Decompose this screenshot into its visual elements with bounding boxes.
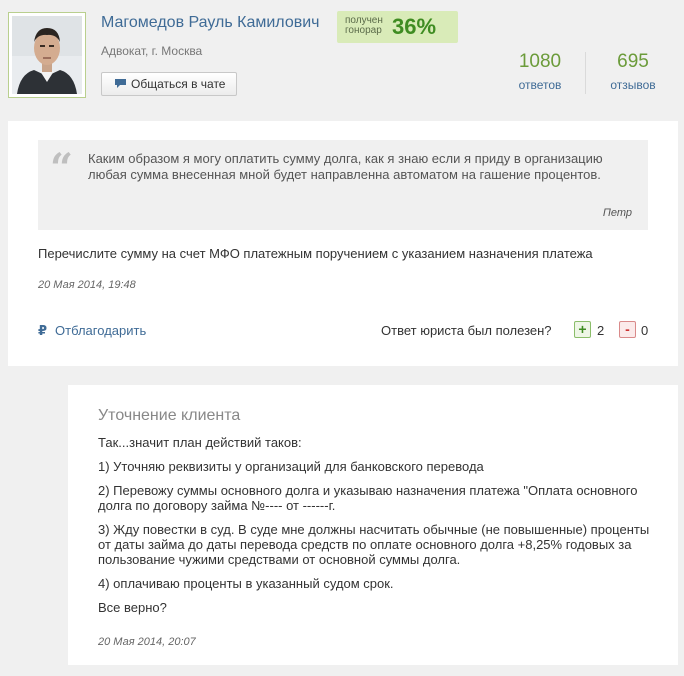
clarification-line: 4) оплачиваю проценты в указанный судом срок. bbox=[98, 576, 394, 591]
avatar-photo bbox=[12, 16, 82, 94]
question-quote bbox=[38, 140, 648, 230]
answer-text: Перечислите сумму на счет МФО платежным поручением с указанием назначения платежа bbox=[38, 246, 593, 261]
clarification-title: Уточнение клиента bbox=[98, 407, 241, 424]
reviews-stat bbox=[598, 51, 668, 92]
vote-plus-button[interactable]: + bbox=[574, 321, 591, 338]
chat-bubble-icon bbox=[114, 74, 127, 96]
answer-date: 20 Мая 2014, 19:48 bbox=[38, 279, 136, 291]
thank-button[interactable] bbox=[38, 323, 146, 339]
vote-minus-button[interactable]: - bbox=[619, 321, 636, 338]
answers-count: 1080 bbox=[518, 51, 562, 72]
chat-button-label: Общаться в чате bbox=[131, 77, 226, 91]
helpful-question: Ответ юриста был полезен? bbox=[381, 323, 552, 338]
plus-count: 2 bbox=[597, 323, 605, 338]
thank-label: Отблагодарить bbox=[55, 323, 147, 338]
lawyer-title: Адвокат, г. Москва bbox=[101, 44, 203, 58]
answers-stat bbox=[505, 51, 575, 92]
quote-icon: “ bbox=[50, 145, 74, 192]
clarification-date: 20 Мая 2014, 20:07 bbox=[98, 636, 196, 648]
quote-text: Каким образом я могу оплатить сумму долга, как я знаю если я приду в организацию любая сумма внесенная мной будет направленна автоматом на гашение процентов. bbox=[88, 151, 603, 182]
minus-count: 0 bbox=[641, 323, 649, 338]
chat-button[interactable] bbox=[101, 72, 237, 96]
ruble-icon: ₽ bbox=[38, 323, 48, 338]
fee-badge bbox=[337, 11, 458, 43]
client-clarification-card bbox=[68, 385, 678, 665]
lawyer-name[interactable]: Магомедов Рауль Камилович bbox=[101, 14, 320, 31]
reviews-count: 695 bbox=[617, 51, 649, 72]
avatar[interactable] bbox=[8, 12, 86, 98]
reviews-label[interactable]: отзывов bbox=[610, 78, 656, 92]
stat-divider bbox=[585, 52, 586, 94]
answers-label[interactable]: ответов bbox=[518, 78, 562, 92]
clarification-line: Все верно? bbox=[98, 600, 167, 615]
quote-author: Петр bbox=[602, 207, 632, 219]
clarification-body bbox=[98, 435, 658, 624]
clarification-line: 1) Уточняю реквизиты у организаций для банковского перевода bbox=[98, 459, 484, 474]
clarification-line: Так...значит план действий таков: bbox=[98, 435, 302, 450]
answer-card bbox=[8, 121, 678, 366]
fee-label: получен гонорар bbox=[345, 15, 383, 36]
lawyer-profile-header bbox=[0, 0, 684, 118]
fee-value: 36% bbox=[392, 14, 437, 39]
clarification-line: 2) Перевожу суммы основного долга и указываю назначения платежа "Оплата основного долга по договору займа №---- от ------г. bbox=[98, 483, 638, 513]
clarification-line: 3) Жду повестки в суд. В суде мне должны насчитать обычные (не повышенные) проценты от даты займа до даты перевода средств по оплате основного долга +8,25% годовых за пользование чужими средствами от основной суммы долга. bbox=[98, 522, 650, 567]
